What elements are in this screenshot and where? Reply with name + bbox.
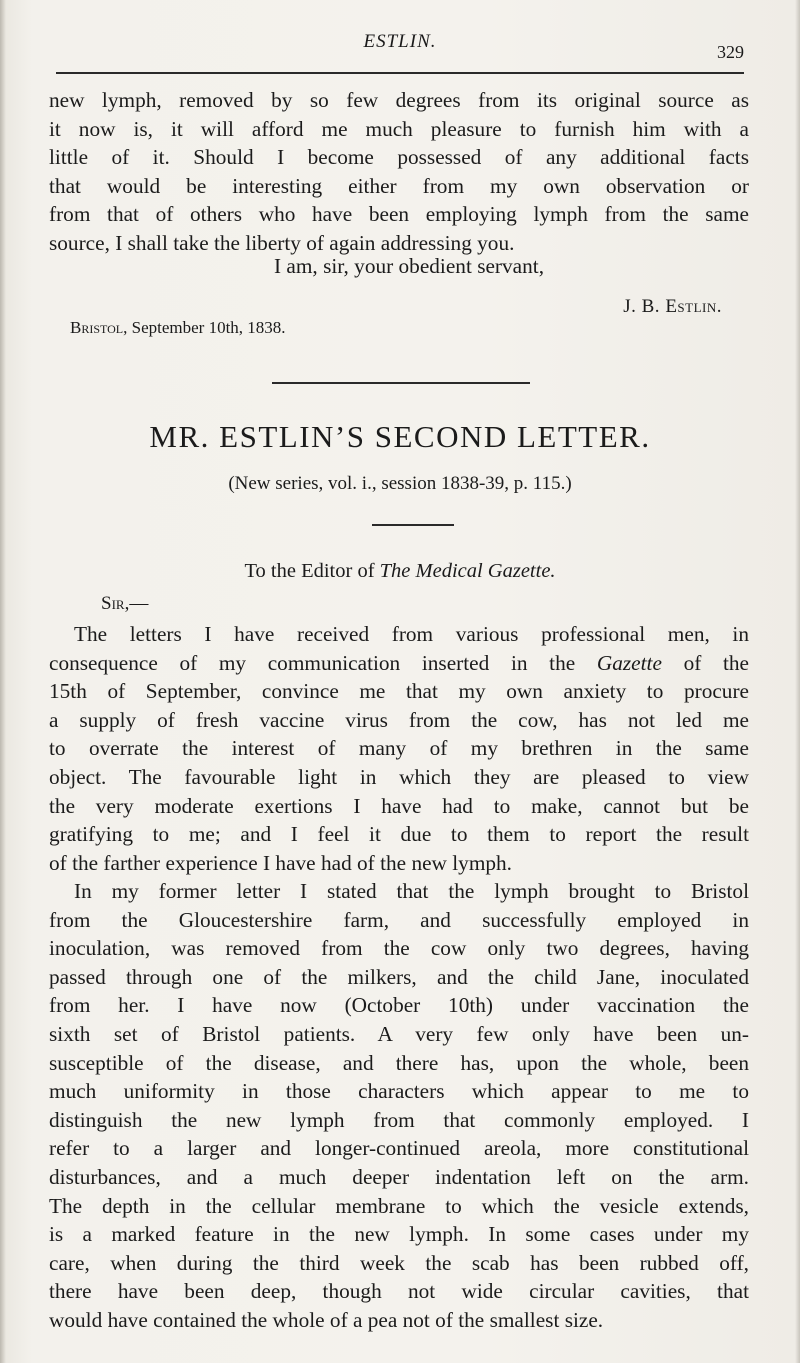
section-title: MR. ESTLIN’S SECOND LETTER. (149, 419, 651, 454)
text-run: to overrate the interest of many of my brethren in the same (49, 736, 749, 761)
text-run: of the farther experience I have had of the new lymph. (49, 850, 512, 875)
text-line (49, 734, 749, 763)
text-line (49, 706, 749, 735)
text-line: from the Gloucestershire farm, and successfully employed in (49, 907, 749, 932)
text-line: is a marked feature in the new lymph. In some cases under my (49, 1222, 749, 1247)
section-divider-rule (272, 382, 530, 384)
dateline-date: September 10th, 1838. (131, 318, 286, 337)
addressee-line (0, 560, 800, 583)
page-edge-shadow-right (795, 0, 800, 1363)
text-run: of the (661, 650, 749, 675)
text-line (49, 677, 749, 706)
journal-name: The Medical Gazette. (379, 560, 556, 582)
text-line (49, 792, 749, 821)
text-line: from her. I have now (October 10th) under vaccination the (49, 993, 749, 1018)
text-line (49, 849, 749, 878)
text-line: that would be interesting either from my own observation or (49, 173, 749, 198)
page-number: 329 (717, 42, 744, 62)
first-letter-text (49, 86, 749, 258)
text-line: little of it. Should I become possessed of any additional facts (49, 145, 749, 170)
text-run: consequence of my communication inserted in the (49, 650, 597, 675)
addressee-prefix: To the Editor of (244, 560, 375, 582)
signature-name: Estlin. (665, 296, 722, 317)
dateline (70, 318, 286, 338)
text-line: refer to a larger and longer-continued areola, more constitutional (49, 1136, 749, 1161)
text-line: passed through one of the milkers, and the child Jane, inoculated (49, 964, 749, 989)
letter-closing: I am, sir, your obedient servant, (274, 254, 545, 278)
text-line: it now is, it will afford me much pleasure to furnish him with a (49, 116, 749, 141)
text-line (49, 649, 749, 678)
section-source-citation: (New series, vol. i., session 1838-39, p. 115.) (228, 473, 572, 494)
page-edge-shadow-left (0, 0, 6, 1363)
paragraph-1 (49, 620, 749, 877)
text-line (49, 763, 749, 792)
text-line: distinguish the new lymph from that commonly employed. I (49, 1107, 749, 1132)
salutation-text: Sir,— (101, 593, 149, 614)
text-run: a supply of fresh vaccine virus from the cow, has not led me (49, 707, 749, 732)
text-line: there have been deep, though not wide circular cavities, that (49, 1279, 749, 1304)
paragraph-2 (49, 877, 749, 1335)
text-line: In my former letter I stated that the lymph brought to Bristol (74, 879, 749, 903)
short-divider-rule (372, 524, 454, 526)
header-rule (56, 72, 744, 74)
text-line (49, 620, 749, 649)
text-run: gratifying to me; and I feel it due to them to report the result (49, 822, 749, 847)
signature-initials: J. B. (623, 296, 661, 317)
text-run: The letters I have received from various professional men, in (74, 622, 749, 646)
text-line: care, when during the third week the scab has been rubbed off, (49, 1250, 749, 1275)
italic-run: Gazette (596, 650, 662, 675)
text-run: 15th of September, convince me that my own anxiety to procure (49, 679, 749, 704)
text-line: from that of others who have been employing lymph from the same (49, 202, 749, 227)
text-line: disturbances, and a much deeper indentation left on the arm. (49, 1164, 749, 1189)
running-head: ESTLIN. (363, 31, 437, 52)
text-line: The depth in the cellular membrane to which the vesicle extends, (49, 1193, 749, 1218)
text-line: new lymph, removed by so few degrees from its original source as (49, 88, 749, 112)
text-line: would have contained the whole of a pea not of the smallest size. (49, 1307, 604, 1332)
text-line: susceptible of the disease, and there has, upon the whole, been (49, 1050, 749, 1075)
text-line (49, 820, 749, 849)
text-line: sixth set of Bristol patients. A very few only have been un- (49, 1021, 749, 1046)
text-line: inoculation, was removed from the cow only two degrees, having (49, 936, 749, 961)
salutation (101, 593, 148, 615)
text-run: the very moderate exertions I have had to make, cannot but be (49, 793, 749, 818)
text-run: object. The favourable light in which they are pleased to view (49, 764, 749, 789)
text-line: much uniformity in those characters which appear to me to (49, 1079, 749, 1104)
text-line: source, I shall take the liberty of again addressing you. (49, 230, 515, 255)
dateline-place: Bristol, (70, 318, 128, 337)
signature (623, 296, 722, 318)
